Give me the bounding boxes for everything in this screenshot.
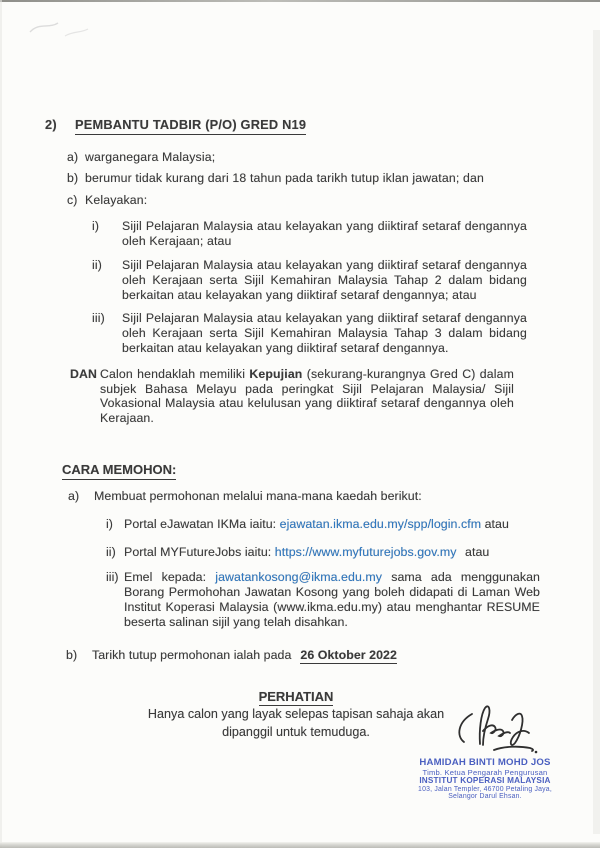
method-marker: iii) <box>106 570 119 584</box>
method-suffix: atau <box>461 545 490 559</box>
closing-date: 26 Oktober 2022 <box>300 648 397 662</box>
signatory-stamp <box>395 758 575 801</box>
qualification-item-ii <box>92 258 527 303</box>
qualification-text: Sijil Pelajaran Malaysia atau kelayakan yang diiktiraf setaraf dengannya oleh Kerajaan; atau <box>122 219 527 248</box>
qualification-text: Sijil Pelajaran Malaysia atau kelayakan yang diiktiraf setaraf dengannya oleh Kerajaan serta Sijil Kemahiran Malaysia Tahap 3 dalam bidang berkaitan atau kelayakan yang diiktiraf setaraf dengannya. <box>122 311 527 355</box>
requirement-text: berumur tidak kurang dari 18 tahun pada tarikh tutup iklan jawatan; dan <box>85 171 484 185</box>
step-marker: a) <box>68 489 80 503</box>
requirement-text: warganegara Malaysia; <box>85 150 216 164</box>
signatory-position: Timb. Ketua Pengarah Pengurusan <box>422 767 548 777</box>
perhatian-text-line2: dipanggil untuk temuduga. <box>222 724 370 739</box>
requirement-marker: b) <box>67 171 79 185</box>
requirement-item-c <box>67 193 147 208</box>
method-prefix: Emel kepada: <box>124 570 216 584</box>
application-method-iii <box>106 570 540 630</box>
step-marker: b) <box>66 648 78 662</box>
application-step-a <box>68 489 422 504</box>
perhatian-heading-text: PERHATIAN <box>258 689 334 704</box>
qualification-item-iii <box>92 311 527 356</box>
requirement-marker: c) <box>67 193 78 207</box>
method-suffix: sama ada menggunakan Borang Permohohan Jawatan Kosong yang boleh didapati di Laman Web Institut Koperasi Malaysia (www.ikma.edu.my) atau menghantar RESUME beserta salinan sijil yang telah disahkan. <box>124 570 540 629</box>
vacancy-number: 2) <box>45 117 57 132</box>
qualification-marker: i) <box>92 219 100 233</box>
application-method-ii <box>106 545 489 560</box>
signatory-organization: INSTITUT KOPERASI MALAYSIA <box>419 776 551 785</box>
perhatian-heading <box>106 688 486 706</box>
cara-memohon-heading <box>62 462 176 480</box>
method-suffix: atau <box>481 517 509 531</box>
signature-scribble <box>452 700 547 756</box>
ejawatan-portal-link[interactable]: ejawatan.ikma.edu.my/spp/login.cfm <box>279 517 482 531</box>
dan-text-after: (sekurang-kurangnya Gred C) dalam subjek Bahasa Melayu pada peringkat Sijil Pelajaran Malaysia/ Sijil Vokasional Malaysia atau kelulusan yang diiktiraf setaraf dengannya oleh Kerajaan. <box>100 367 514 425</box>
myfuturejobs-portal-link[interactable]: https://www.myfuturejobs.gov.my <box>274 545 457 559</box>
qualification-text: Sijil Pelajaran Malaysia atau kelayakan yang diiktiraf setaraf dengannya oleh Kerajaan serta Sijil Kemahiran Malaysia Tahap 2 dalam bidang berkaitan atau kelayakan yang diiktiraf setaraf dengannya; atau <box>122 258 527 302</box>
method-marker: i) <box>106 517 113 531</box>
signatory-address-line1: 103, Jalan Templer, 46700 Petaling Jaya, <box>418 785 552 793</box>
dan-text-before: Calon hendaklah memiliki <box>100 367 250 381</box>
requirement-item-a <box>67 150 215 165</box>
email-link[interactable]: jawatankosong@ikma.edu.my <box>215 570 382 584</box>
cara-memohon-heading-text: CARA MEMOHON: <box>62 462 176 480</box>
requirement-item-b <box>67 171 484 186</box>
requirement-marker: a) <box>67 150 79 164</box>
closing-date-sentence <box>92 648 397 663</box>
dan-bold-term: Kepujian <box>249 367 303 381</box>
application-step-b <box>66 648 397 663</box>
closing-date-text: Tarikh tutup permohonan ialah pada <box>92 648 292 662</box>
vacancy-title: PEMBANTU TADBIR (P/O) GRED N19 <box>75 117 306 135</box>
perhatian-text-line1: Hanya calon yang layak selepas tapisan sahaja akan <box>147 707 445 721</box>
application-method-i <box>106 517 509 532</box>
vacancy-heading <box>45 117 306 135</box>
page-bottom-edge <box>0 842 600 848</box>
requirement-text: Kelayakan: <box>85 193 148 207</box>
signatory-name: HAMIDAH BINTI MOHD JOS <box>419 757 551 768</box>
perhatian-block <box>106 688 486 741</box>
method-marker: ii) <box>106 545 116 559</box>
qualification-marker: ii) <box>92 258 103 272</box>
step-text: Membuat permohonan melalui mana-mana kaedah berikut: <box>94 489 422 503</box>
scanner-smudge <box>25 16 95 44</box>
signatory-address-line2: Selangor Darul Ehsan. <box>448 793 522 800</box>
page-left-edge <box>0 0 2 848</box>
dan-label: DAN <box>70 367 98 381</box>
dan-text <box>100 367 514 425</box>
page-top-edge <box>0 0 600 2</box>
method-text <box>124 517 509 532</box>
method-prefix: Portal MYFutureJobs iaitu: <box>124 545 275 559</box>
qualification-item-i <box>92 219 527 249</box>
dan-clause <box>70 367 514 425</box>
page-right-edge <box>593 30 600 834</box>
qualification-marker: iii) <box>92 311 105 325</box>
method-text <box>124 570 540 630</box>
method-prefix: Portal eJawatan IKMa iaitu: <box>124 517 280 531</box>
method-text <box>124 545 489 560</box>
